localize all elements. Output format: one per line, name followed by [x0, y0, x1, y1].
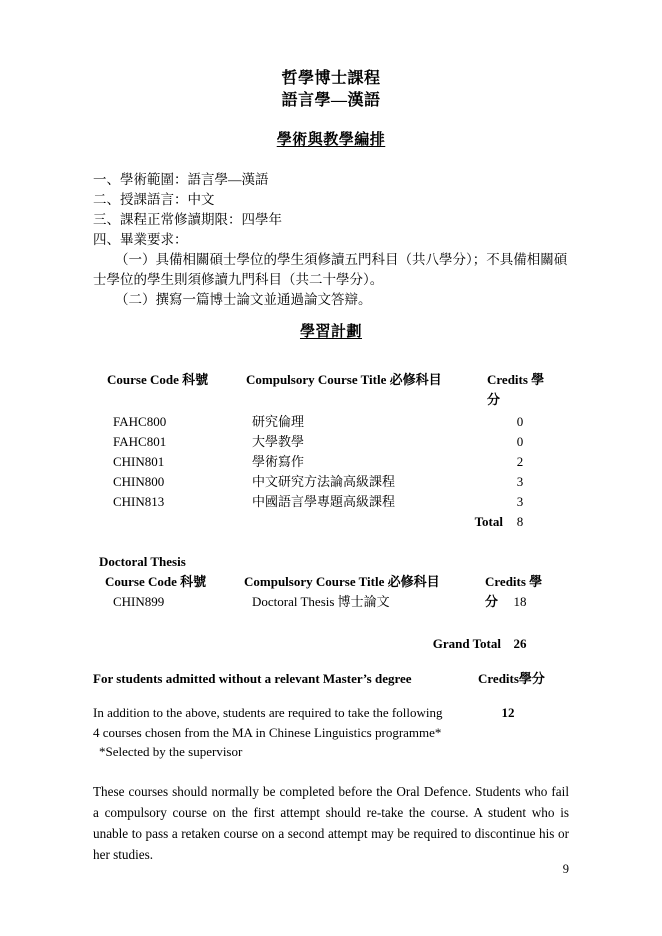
without-master-line-1-text: In addition to the above, students are required to take the following [93, 705, 443, 720]
grand-total-value: 26 [513, 636, 527, 651]
cell-course-title: 中文研究方法論高級課程 [252, 474, 396, 489]
column-header-course-code: Course Code 科號 [105, 574, 207, 589]
document-title-line-1: 哲學博士課程 [281, 70, 381, 87]
doctoral-thesis-section-label: Doctoral Thesis [99, 554, 186, 569]
requirements-list [93, 170, 573, 310]
cell-course-code: CHIN899 [113, 594, 165, 609]
requirement-item-4: 四、畢業要求： [93, 232, 188, 247]
cell-course-title: 研究倫理 [252, 414, 305, 429]
column-header-course-title: Compulsory Course Title 必修科目 [246, 372, 442, 387]
closing-paragraph: These courses should normally be completed before the Oral Defence. Students who fail a compulsory course on the first attempt should re-take the course. A student who is unable to pass a retaken course on a second attempt may be required to discontinue his or her studies. [93, 784, 569, 862]
table-row [113, 592, 583, 612]
table-row [113, 412, 583, 432]
cell-course-title: 大學教學 [252, 434, 305, 449]
without-master-line-3 [93, 742, 573, 762]
cell-credits: 3 [516, 494, 524, 509]
without-master-footnote: *Selected by the supervisor [99, 744, 243, 759]
without-master-line-2 [93, 723, 573, 743]
total-label: Total [474, 514, 503, 529]
requirement-item-2: 二、授課語言：中文 [93, 192, 215, 207]
total-credits: 8 [516, 514, 524, 529]
column-header-course-code: Course Code 科號 [107, 372, 209, 387]
requirement-item-4a: （一）具備相關碩士學位的學生須修讀五門科目（共八學分）；不具備相關碩士學位的學生則須修讀九門科目（共二十學分）。 [93, 252, 568, 287]
grand-total-label: Grand Total [432, 636, 501, 651]
cell-credits: 0 [516, 434, 524, 449]
without-master-line-1 [93, 703, 573, 723]
requirement-item-3: 三、課程正常修讀期限：四學年 [93, 212, 282, 227]
cell-course-code: CHIN800 [113, 474, 165, 489]
page-number: 9 [562, 862, 569, 876]
section-heading-study-plan [0, 322, 662, 342]
cell-course-title: 中國語言學專題高級課程 [252, 494, 396, 509]
requirement-item-4b: （二）撰寫一篇博士論文並通過論文答辯。 [115, 292, 372, 307]
section-heading-study-plan-text: 學習計劃 [299, 324, 362, 340]
without-master-heading: For students admitted without a relevant Master’s degree [93, 671, 412, 686]
without-master-section [93, 668, 573, 759]
section-heading-arrangement [0, 130, 662, 150]
table-row [113, 452, 583, 472]
requirement-item-1: 一、學術範圍：語言學—漢語 [93, 172, 269, 187]
cell-course-code: FAHC800 [113, 414, 167, 429]
cell-credits: 2 [516, 454, 524, 469]
table-header-row [107, 370, 577, 407]
without-master-credits-label: Credits學分 [478, 671, 545, 686]
table-total-row [113, 512, 583, 532]
cell-course-code: FAHC801 [113, 434, 167, 449]
table-row [113, 432, 583, 452]
grand-total-row [113, 634, 573, 654]
cell-course-title: Doctoral Thesis 博士論文 [252, 594, 390, 609]
cell-course-title: 學術寫作 [252, 454, 305, 469]
column-header-credits: Credits 學分 [485, 574, 543, 609]
table-row [113, 492, 583, 512]
cell-course-code: CHIN801 [113, 454, 165, 469]
without-master-line-2-text: 4 courses chosen from the MA in Chinese Linguistics programme* [93, 724, 442, 740]
section-heading-arrangement-text: 學術與教學編排 [276, 132, 386, 148]
cell-credits: 18 [513, 594, 527, 609]
cell-credits: 0 [516, 414, 524, 429]
cell-credits: 3 [516, 474, 524, 489]
table-body [113, 592, 583, 612]
table-row [113, 472, 583, 492]
column-header-course-title: Compulsory Course Title 必修科目 [244, 574, 440, 589]
without-master-body [93, 703, 573, 762]
without-master-credits-value: 12 [501, 705, 515, 720]
document-title-line-2: 語言學—漢語 [281, 92, 381, 109]
table-body [113, 412, 583, 532]
cell-course-code: CHIN813 [113, 494, 165, 509]
column-header-credits: Credits 學分 [487, 372, 545, 407]
without-master-header-row [93, 668, 573, 690]
